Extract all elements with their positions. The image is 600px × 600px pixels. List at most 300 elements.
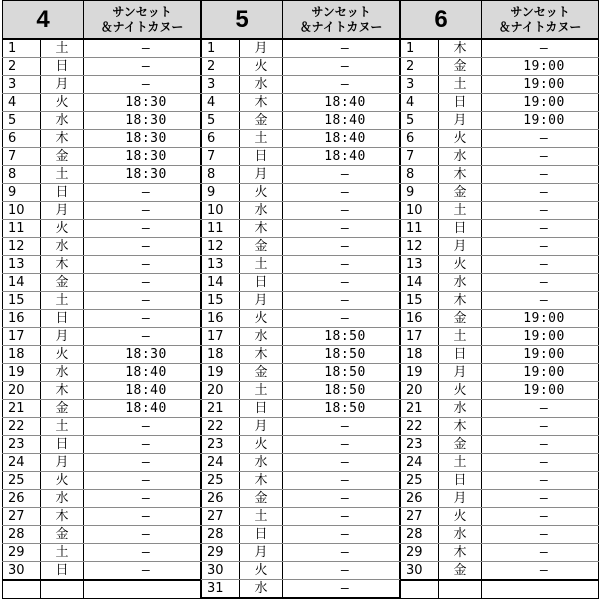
table-row [202,112,400,130]
table-row [401,112,599,130]
weekday-cell: 水 [240,328,283,346]
time-cell: — [482,166,599,184]
time-cell: — [482,526,599,544]
header-line-2: ＆ナイトカヌー [100,19,184,34]
table-row [401,328,599,346]
time-cell: — [283,274,400,292]
table-row [3,39,201,58]
time-cell [482,580,599,599]
table-row [3,364,201,382]
time-cell: — [84,274,201,292]
day-cell: 4 [202,94,240,112]
weekday-cell: 日 [41,562,84,581]
day-cell: 13 [3,256,41,274]
weekday-cell [439,580,482,599]
day-cell: 6 [202,130,240,148]
time-cell: — [283,562,400,580]
time-cell: 18:30 [84,94,201,112]
weekday-cell: 月 [439,238,482,256]
column-header-sunset-night-canoe [283,1,400,40]
weekday-cell: 金 [439,58,482,76]
weekday-cell: 土 [240,382,283,400]
day-cell: 2 [202,58,240,76]
time-cell [84,580,201,599]
time-cell: — [283,256,400,274]
weekday-cell: 火 [439,256,482,274]
day-cell: 28 [401,526,439,544]
header-line-1: サンセット [311,4,371,19]
day-cell: 2 [3,58,41,76]
day-cell: 25 [3,472,41,490]
time-cell: — [84,292,201,310]
day-cell: 10 [401,202,439,220]
table-row [401,382,599,400]
weekday-cell: 土 [240,256,283,274]
time-cell: — [283,508,400,526]
time-cell: — [482,39,599,58]
time-cell: — [482,202,599,220]
header-row [401,1,599,40]
day-cell: 22 [3,418,41,436]
table-row [202,400,400,418]
table-row [3,382,201,400]
weekday-cell: 火 [439,130,482,148]
day-cell: 17 [3,328,41,346]
weekday-cell: 土 [439,454,482,472]
day-cell: 7 [3,148,41,166]
time-cell: 19:00 [482,94,599,112]
time-cell: — [84,454,201,472]
time-cell: 19:00 [482,346,599,364]
weekday-cell: 火 [41,220,84,238]
time-cell: — [84,436,201,454]
weekday-cell: 金 [439,562,482,581]
table-row [401,400,599,418]
table-row [401,436,599,454]
weekday-cell: 金 [240,112,283,130]
weekday-cell: 月 [240,418,283,436]
time-cell: 18:30 [84,346,201,364]
day-cell: 5 [202,112,240,130]
column-header-sunset-night-canoe [482,1,599,40]
time-cell: — [283,580,400,599]
time-cell: — [84,526,201,544]
empty-row [3,580,201,599]
weekday-cell: 金 [240,490,283,508]
day-cell: 22 [401,418,439,436]
table-row [202,472,400,490]
weekday-cell: 水 [439,274,482,292]
day-cell: 31 [202,580,240,599]
day-cell: 14 [3,274,41,292]
time-cell: — [482,490,599,508]
table-row [401,166,599,184]
table-row [202,39,400,58]
table-row [202,238,400,256]
table-row [3,220,201,238]
weekday-cell: 木 [439,39,482,58]
weekday-cell: 土 [240,130,283,148]
time-cell: — [84,562,201,581]
weekday-cell: 木 [41,382,84,400]
time-cell: 18:50 [283,328,400,346]
time-cell: — [482,418,599,436]
table-row [202,274,400,292]
day-cell: 19 [3,364,41,382]
month-table-june [400,0,598,600]
day-cell: 16 [202,310,240,328]
weekday-cell: 日 [439,220,482,238]
weekday-cell: 火 [240,310,283,328]
month-number: 5 [202,1,283,40]
table-row [202,76,400,94]
month-number: 6 [401,1,482,40]
table-row [202,94,400,112]
weekday-cell: 日 [439,346,482,364]
day-cell: 29 [3,544,41,562]
weekday-cell: 水 [240,454,283,472]
time-cell: — [84,256,201,274]
header-line-2: ＆ナイトカヌー [299,19,383,34]
weekday-cell: 日 [240,274,283,292]
table-row [202,364,400,382]
time-cell: — [482,148,599,166]
time-cell: 19:00 [482,328,599,346]
day-cell: 12 [202,238,240,256]
day-cell: 8 [202,166,240,184]
weekday-cell: 水 [439,400,482,418]
day-cell: 20 [202,382,240,400]
table-row [202,508,400,526]
day-cell: 18 [401,346,439,364]
day-cell: 19 [202,364,240,382]
table-row [401,490,599,508]
table-row [202,562,400,580]
table-row [401,256,599,274]
time-cell: 18:50 [283,364,400,382]
weekday-cell: 火 [439,382,482,400]
table-row [401,148,599,166]
time-cell: — [84,238,201,256]
table-row [202,184,400,202]
table-row [202,220,400,238]
day-cell: 24 [3,454,41,472]
time-cell: — [482,562,599,581]
time-cell: — [283,490,400,508]
weekday-cell: 火 [41,472,84,490]
time-cell: — [283,310,400,328]
time-cell: 18:30 [84,130,201,148]
weekday-cell: 金 [439,436,482,454]
time-cell: — [482,256,599,274]
table-row [3,112,201,130]
weekday-cell: 水 [240,202,283,220]
weekday-cell: 水 [41,112,84,130]
day-cell: 4 [401,94,439,112]
time-cell: — [482,454,599,472]
time-cell: 18:50 [283,400,400,418]
table-row [3,76,201,94]
time-cell: — [482,400,599,418]
table-row [401,472,599,490]
day-cell: 17 [401,328,439,346]
time-cell: 19:00 [482,76,599,94]
table-row [3,562,201,581]
table-row [3,346,201,364]
day-cell: 26 [202,490,240,508]
day-cell: 30 [3,562,41,581]
day-cell: 13 [401,256,439,274]
table-row [202,148,400,166]
weekday-cell: 金 [439,310,482,328]
table-row [202,526,400,544]
table-row [3,94,201,112]
weekday-cell: 月 [240,544,283,562]
time-cell: — [283,166,400,184]
weekday-cell: 土 [439,76,482,94]
day-cell: 28 [202,526,240,544]
schedule-table [400,0,599,599]
time-cell: 18:40 [283,94,400,112]
weekday-cell: 月 [41,454,84,472]
time-cell: 19:00 [482,364,599,382]
header-row [202,1,400,40]
day-cell: 29 [202,544,240,562]
weekday-cell: 火 [41,346,84,364]
day-cell: 22 [202,418,240,436]
time-cell: — [84,472,201,490]
weekday-cell: 金 [41,400,84,418]
time-cell: — [84,490,201,508]
day-cell: 19 [401,364,439,382]
day-cell: 1 [3,39,41,58]
time-cell: — [283,436,400,454]
table-row [202,454,400,472]
day-cell: 9 [3,184,41,202]
time-cell: — [283,544,400,562]
day-cell: 18 [3,346,41,364]
weekday-cell: 土 [41,292,84,310]
time-cell: — [283,472,400,490]
table-row [3,130,201,148]
time-cell: — [482,292,599,310]
empty-row [401,580,599,599]
weekday-cell: 木 [41,508,84,526]
table-row [3,526,201,544]
day-cell: 4 [3,94,41,112]
time-cell: 18:30 [84,148,201,166]
time-cell: — [283,39,400,58]
weekday-cell: 水 [41,238,84,256]
weekday-cell: 水 [41,364,84,382]
day-cell: 12 [3,238,41,256]
weekday-cell: 土 [439,328,482,346]
table-row [202,310,400,328]
weekday-cell: 木 [439,544,482,562]
day-cell: 1 [401,39,439,58]
table-row [401,94,599,112]
weekday-cell: 月 [240,39,283,58]
time-cell: 18:40 [283,148,400,166]
day-cell: 7 [202,148,240,166]
weekday-cell: 土 [41,418,84,436]
time-cell: — [84,508,201,526]
table-row [3,544,201,562]
day-cell: 21 [401,400,439,418]
table-row [3,400,201,418]
table-row [3,472,201,490]
schedule-table [2,0,201,599]
table-row [3,148,201,166]
table-row [401,346,599,364]
day-cell: 11 [202,220,240,238]
day-cell: 30 [401,562,439,581]
month-table-may [201,0,399,600]
day-cell: 2 [401,58,439,76]
month-number: 4 [3,1,84,40]
day-cell: 5 [401,112,439,130]
weekday-cell: 土 [439,202,482,220]
time-cell: — [482,472,599,490]
time-cell: 19:00 [482,58,599,76]
table-row [202,346,400,364]
time-cell: 19:00 [482,112,599,130]
table-row [401,418,599,436]
day-cell: 17 [202,328,240,346]
header-line-1: サンセット [510,4,570,19]
weekday-cell: 木 [439,418,482,436]
table-row [3,238,201,256]
weekday-cell: 土 [41,544,84,562]
time-cell: — [283,418,400,436]
header-row [3,1,201,40]
time-cell: — [84,184,201,202]
table-row [401,526,599,544]
time-cell: 18:40 [84,400,201,418]
time-cell: — [84,220,201,238]
table-row [401,274,599,292]
weekday-cell: 日 [240,526,283,544]
table-row [202,256,400,274]
weekday-cell: 水 [240,580,283,599]
day-cell: 9 [401,184,439,202]
table-row [3,58,201,76]
table-row [3,328,201,346]
time-cell: 18:40 [283,130,400,148]
time-cell: — [482,436,599,454]
day-cell: 1 [202,39,240,58]
day-cell: 18 [202,346,240,364]
weekday-cell: 金 [41,526,84,544]
table-row [202,130,400,148]
column-header-sunset-night-canoe [84,1,201,40]
day-cell: 8 [3,166,41,184]
table-row [401,454,599,472]
day-cell: 14 [401,274,439,292]
table-row [3,436,201,454]
table-row [401,562,599,581]
schedule-table [201,0,400,599]
day-cell: 24 [202,454,240,472]
time-cell: 19:00 [482,310,599,328]
time-cell: — [283,454,400,472]
day-cell: 21 [3,400,41,418]
table-row [3,418,201,436]
weekday-cell: 月 [41,328,84,346]
table-row [3,310,201,328]
weekday-cell: 金 [439,184,482,202]
table-row [202,490,400,508]
weekday-cell: 水 [240,76,283,94]
table-row [202,58,400,76]
day-cell: 6 [3,130,41,148]
weekday-cell: 月 [439,364,482,382]
time-cell: — [84,310,201,328]
weekday-cell: 日 [439,94,482,112]
time-cell: — [283,202,400,220]
weekday-cell: 月 [240,166,283,184]
day-cell: 11 [401,220,439,238]
time-cell: 18:30 [84,112,201,130]
table-row [401,202,599,220]
table-row [202,328,400,346]
weekday-cell: 火 [240,58,283,76]
day-cell: 15 [3,292,41,310]
weekday-cell: 日 [41,310,84,328]
weekday-cell: 日 [240,400,283,418]
month-table-april [2,0,200,600]
table-row [3,166,201,184]
day-cell: 27 [202,508,240,526]
weekday-cell: 土 [240,508,283,526]
table-row [3,454,201,472]
table-row [3,184,201,202]
weekday-cell: 日 [439,472,482,490]
weekday-cell: 木 [240,346,283,364]
day-cell: 23 [3,436,41,454]
day-cell: 23 [401,436,439,454]
time-cell: — [283,220,400,238]
weekday-cell: 金 [41,274,84,292]
table-row [202,544,400,562]
time-cell: 18:40 [84,382,201,400]
weekday-cell: 木 [240,472,283,490]
time-cell: — [283,184,400,202]
day-cell: 25 [202,472,240,490]
table-row [3,202,201,220]
weekday-cell: 月 [240,292,283,310]
day-cell: 10 [202,202,240,220]
time-cell: — [482,508,599,526]
day-cell: 12 [401,238,439,256]
weekday-cell: 火 [439,508,482,526]
table-row [401,544,599,562]
weekday-cell: 木 [41,256,84,274]
day-cell: 20 [401,382,439,400]
day-cell: 15 [401,292,439,310]
weekday-cell: 木 [240,220,283,238]
table-row [401,76,599,94]
table-row [202,580,400,599]
time-cell: 19:00 [482,382,599,400]
day-cell: 13 [202,256,240,274]
weekday-cell: 水 [439,526,482,544]
weekday-cell: 日 [240,148,283,166]
table-row [401,310,599,328]
table-row [401,238,599,256]
table-row [202,292,400,310]
weekday-cell: 金 [41,148,84,166]
